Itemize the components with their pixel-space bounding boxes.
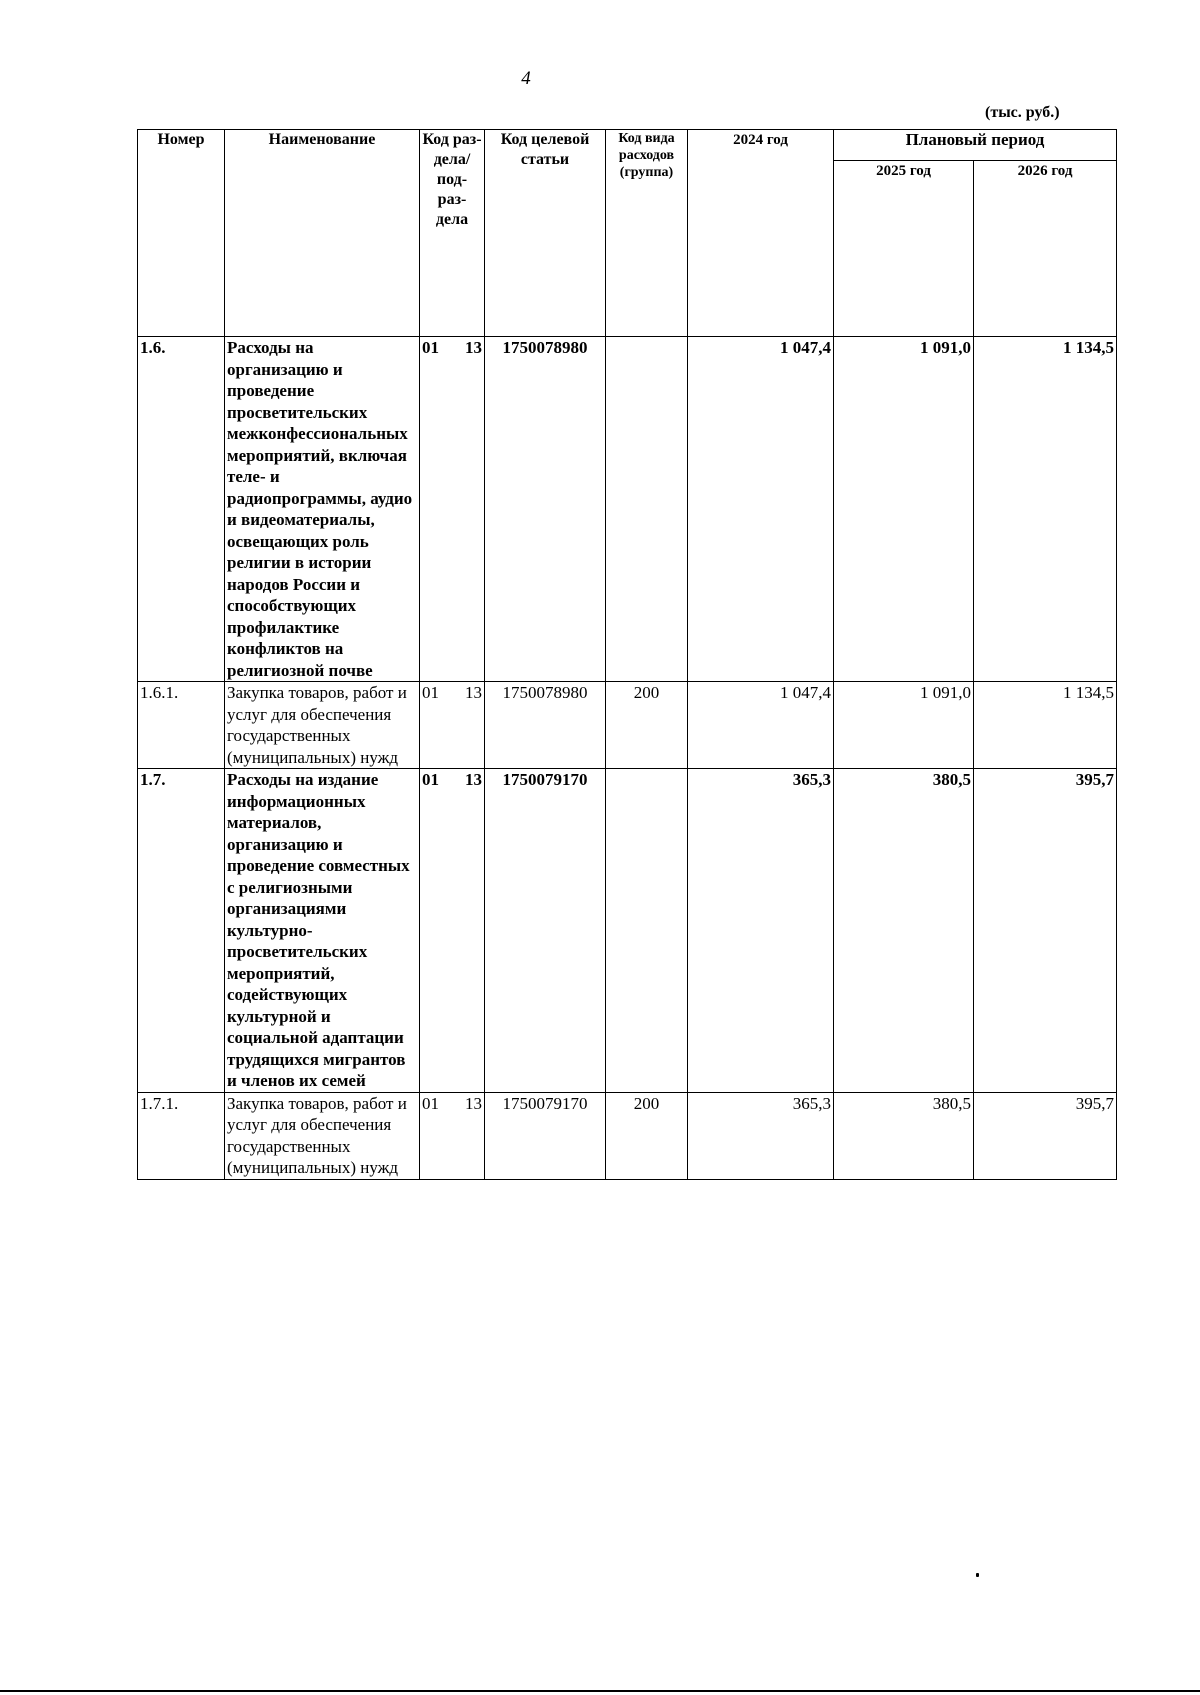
row-value-2024: 1 047,4 (688, 682, 834, 769)
header-expense-type: Код вида расходов (группа) (606, 130, 688, 337)
row-value-2026: 395,7 (974, 769, 1117, 1093)
row-subsection: 13 (465, 770, 482, 789)
scan-speck (976, 1573, 979, 1577)
page-number: 4 (521, 68, 531, 89)
header-year-2025: 2025 год (834, 161, 974, 337)
header-section-code: Код раз- дела/ под- раз- дела (420, 130, 485, 337)
row-name: Закупка товаров, работ и услуг для обеспечения государственных (муниципальных) нужд (225, 1092, 420, 1179)
scan-bottom-edge (0, 1690, 1200, 1692)
header-target-code: Код целевой статьи (485, 130, 606, 337)
table-row (138, 682, 1117, 769)
header-year-2024: 2024 год (688, 130, 834, 337)
row-number: 1.6. (138, 337, 225, 682)
row-number: 1.7.1. (138, 1092, 225, 1179)
row-expense-type (606, 337, 688, 682)
header-row-1 (138, 130, 1117, 161)
row-name: Расходы на издание информационных материалов, организацию и проведение совместных с религиозными организациями культурно-просветительских мероприятий, содействующих культурной и социальной адаптации трудящихся мигрантов и членов их семей (225, 769, 420, 1093)
header-planning-period: Плановый период (834, 130, 1117, 161)
row-section: 01 (422, 338, 439, 357)
row-target-code: 1750079170 (485, 1092, 606, 1179)
row-target-code: 1750079170 (485, 769, 606, 1093)
row-section-code (420, 682, 485, 769)
row-value-2025: 380,5 (834, 769, 974, 1093)
row-name: Расходы на организацию и проведение просветительских межконфессиональных мероприятий, включая теле- и радиопрограммы, аудио и видеоматериалы, освещающих роль религии в истории народов России и способствующих профилактике конфликтов на религиозной почве (225, 337, 420, 682)
table-row (138, 337, 1117, 682)
budget-table (137, 129, 1117, 1180)
row-value-2025: 1 091,0 (834, 337, 974, 682)
header-year-2026: 2026 год (974, 161, 1117, 337)
row-number: 1.7. (138, 769, 225, 1093)
row-section-code (420, 337, 485, 682)
row-value-2026: 1 134,5 (974, 337, 1117, 682)
row-value-2024: 365,3 (688, 769, 834, 1093)
row-expense-type (606, 769, 688, 1093)
row-section: 01 (422, 770, 439, 789)
header-number: Номер (138, 130, 225, 337)
row-section: 01 (422, 1093, 439, 1113)
row-name: Закупка товаров, работ и услуг для обеспечения государственных (муниципальных) нужд (225, 682, 420, 769)
table-row (138, 1092, 1117, 1179)
row-subsection: 13 (465, 683, 482, 702)
row-target-code: 1750078980 (485, 682, 606, 769)
row-subsection: 13 (465, 1093, 482, 1113)
row-target-code: 1750078980 (485, 337, 606, 682)
row-value-2025: 1 091,0 (834, 682, 974, 769)
row-subsection: 13 (465, 338, 482, 357)
row-section: 01 (422, 683, 439, 702)
units-label: (тыс. руб.) (985, 104, 1060, 121)
row-section-code (420, 1092, 485, 1179)
row-section-code (420, 769, 485, 1093)
table-row (138, 769, 1117, 1093)
row-value-2026: 395,7 (974, 1092, 1117, 1179)
row-value-2026: 1 134,5 (974, 682, 1117, 769)
row-expense-type: 200 (606, 682, 688, 769)
row-expense-type: 200 (606, 1092, 688, 1179)
row-number: 1.6.1. (138, 682, 225, 769)
header-name: Наименование (225, 130, 420, 337)
row-value-2024: 1 047,4 (688, 337, 834, 682)
row-value-2024: 365,3 (688, 1092, 834, 1179)
row-value-2025: 380,5 (834, 1092, 974, 1179)
